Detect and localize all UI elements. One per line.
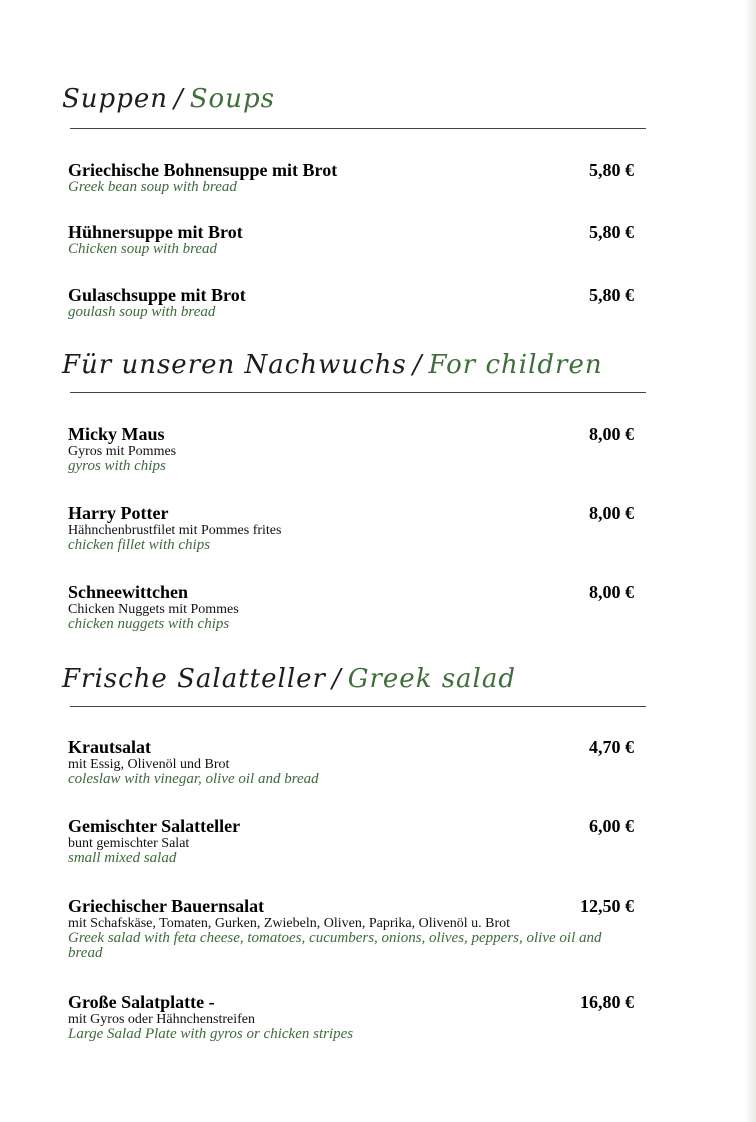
menu-item: [68, 737, 634, 787]
section-title-separator: /: [412, 350, 423, 380]
menu-item: [68, 285, 634, 320]
item-description-en: Greek bean soup with bread: [68, 179, 237, 195]
section-divider: [70, 392, 646, 393]
section-title-en: Soups: [189, 84, 275, 114]
menu-item: [68, 160, 634, 195]
section-title-de: Suppen: [62, 84, 168, 114]
page-edge-shadow: [744, 0, 756, 1122]
menu-item: [68, 816, 634, 866]
item-name: Harry Potter: [68, 503, 169, 523]
item-description-en: chicken nuggets with chips: [68, 616, 230, 632]
item-price: 8,00 €: [589, 503, 634, 523]
menu-item: [68, 222, 634, 257]
item-name: Gulaschsuppe mit Brot: [68, 285, 246, 305]
item-price: 5,80 €: [589, 160, 634, 180]
item-name: Schneewittchen: [68, 582, 188, 602]
item-description-de: Hähnchenbrustfilet mit Pommes frites: [68, 523, 282, 538]
section-header-salads: [62, 664, 646, 694]
item-name: Griechische Bohnensuppe mit Brot: [68, 160, 338, 180]
item-description-en: goulash soup with bread: [68, 304, 216, 320]
section-title-separator: /: [331, 664, 342, 694]
section-title-en: Greek salad: [347, 664, 517, 694]
item-description-de: Gyros mit Pommes: [68, 444, 177, 459]
item-price: 8,00 €: [589, 424, 634, 444]
item-description-de: bunt gemischter Salat: [68, 836, 190, 851]
item-price: 8,00 €: [589, 582, 634, 602]
section-title-separator: /: [173, 84, 184, 114]
item-price: 6,00 €: [589, 816, 634, 836]
menu-item: [68, 992, 634, 1042]
item-price: 5,80 €: [589, 285, 634, 305]
section-title-en: For children: [428, 350, 603, 380]
section-divider: [70, 706, 646, 707]
section-title-de: Frische Salatteller: [62, 664, 326, 694]
section-header-children: [62, 350, 646, 380]
item-name: Krautsalat: [68, 737, 151, 757]
item-price: 12,50 €: [580, 896, 634, 916]
item-description-en: small mixed salad: [68, 850, 177, 866]
item-description-en: coleslaw with vinegar, olive oil and bread: [68, 771, 319, 787]
item-description-en: Greek salad with feta cheese, tomatoes, cucumbers, onions, olives, peppers, olive oil and bread: [68, 930, 602, 961]
item-description-de: mit Gyros oder Hähnchenstreifen: [68, 1012, 255, 1027]
item-description-en: Chicken soup with bread: [68, 241, 218, 257]
item-description-de: mit Schafskäse, Tomaten, Gurken, Zwiebeln, Oliven, Paprika, Olivenöl u. Brot: [68, 916, 511, 931]
item-description-de: mit Essig, Olivenöl und Brot: [68, 757, 230, 772]
menu-item: [68, 582, 634, 632]
menu-item: [68, 896, 634, 961]
section-header-soups: [62, 84, 646, 114]
item-price: 4,70 €: [589, 737, 634, 757]
item-description-en: chicken fillet with chips: [68, 537, 211, 553]
item-description-en: Large Salad Plate with gyros or chicken stripes: [68, 1026, 354, 1042]
item-description-de: Chicken Nuggets mit Pommes: [68, 602, 239, 617]
item-name: Micky Maus: [68, 424, 165, 444]
item-price: 16,80 €: [580, 992, 634, 1012]
item-price: 5,80 €: [589, 222, 634, 242]
section-title-de: Für unseren Nachwuchs: [62, 350, 407, 380]
menu-item: [68, 424, 634, 474]
section-divider: [70, 128, 646, 129]
menu-item: [68, 503, 634, 553]
item-name: Gemischter Salatteller: [68, 816, 241, 836]
item-name: Griechischer Bauernsalat: [68, 896, 265, 916]
item-name: Große Salatplatte -: [68, 992, 215, 1012]
item-name: Hühnersuppe mit Brot: [68, 222, 243, 242]
item-description-en: gyros with chips: [68, 458, 166, 474]
